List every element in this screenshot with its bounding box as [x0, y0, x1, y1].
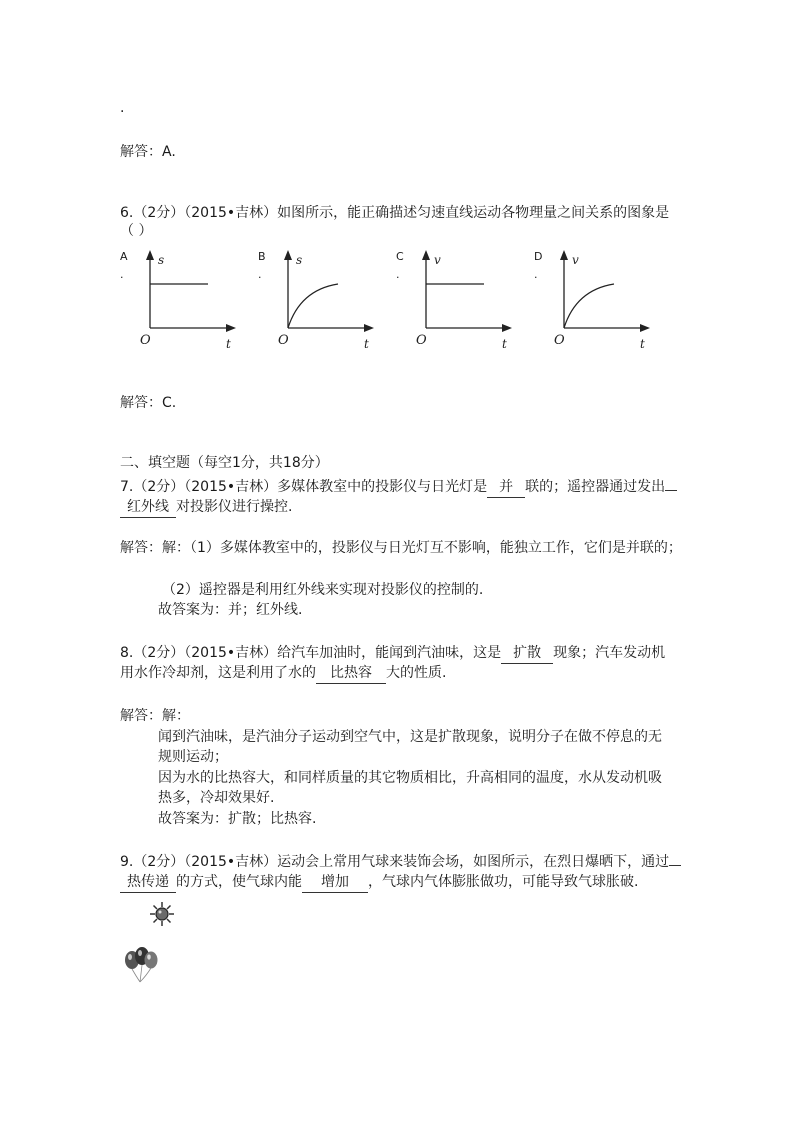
- q7-text-b: 联的；遥控器通过发出: [525, 479, 666, 495]
- q7-line2: [120, 497, 292, 518]
- stray-dot: .: [120, 100, 125, 116]
- x-axis-label: t: [364, 337, 369, 351]
- option-d-letter: D: [534, 250, 543, 263]
- q6-stem-line2: （ ）: [120, 223, 153, 239]
- option-c-letter: C: [396, 250, 404, 263]
- q8-answer-line1: 解答：解：: [120, 708, 190, 724]
- q9-line1: [120, 852, 681, 872]
- x-axis-arrow: [364, 324, 374, 332]
- q7-blank-2-start: [665, 490, 677, 491]
- q8-text-a: 8.（2分）（2015•吉林）给汽车加油时，能闻到汽油味，这是: [120, 645, 502, 661]
- q7-blank-1: 并: [487, 477, 525, 498]
- q8-answer-line6: 故答案为：扩散；比热容.: [158, 811, 317, 827]
- q7-line1: [120, 477, 677, 498]
- q7-text-a: 7.（2分）（2015•吉林）多媒体教室中的投影仪与日光灯是: [120, 479, 488, 495]
- q8-line2: [120, 663, 446, 684]
- q9-text-c: ，气球内气体膨胀做功，可能导致气球胀破.: [368, 874, 639, 890]
- section-heading: 二、填空题（每空1分，共18分）: [120, 455, 329, 471]
- q8-text-d: 大的性质.: [386, 665, 447, 681]
- y-axis-label: s: [296, 253, 303, 267]
- graph-curve: [288, 284, 338, 328]
- q9-blank-1: 热传递: [120, 872, 176, 893]
- balloon-figure: [118, 900, 198, 990]
- q8-answer-line2: 闻到汽油味，是汽油分子运动到空气中，这是扩散现象，说明分子在做不停息的无: [158, 729, 662, 745]
- x-axis-label: t: [502, 337, 507, 351]
- graph-curve: [564, 284, 614, 328]
- option-c-graph: [414, 246, 534, 356]
- y-axis-label: v: [434, 253, 441, 267]
- y-axis-label: v: [572, 253, 579, 267]
- y-axis-arrow: [560, 250, 568, 260]
- option-c-dot: .: [396, 268, 400, 281]
- q8-text-c: 用水作冷却剂，这是利用了水的: [120, 665, 316, 681]
- q7-answer-line1: 解答：解：（1）多媒体教室中的，投影仪与日光灯互不影响，能独立工作，它们是并联的；: [120, 540, 682, 556]
- q7-blank-2: 红外线: [120, 497, 176, 518]
- q6-answer: 解答：C.: [120, 395, 177, 411]
- origin-label: O: [554, 333, 565, 348]
- q9-blank-2: 增加: [302, 872, 368, 893]
- x-axis-label: t: [226, 337, 231, 351]
- q8-text-b: 现象；汽车发动机: [553, 645, 666, 661]
- x-axis-arrow: [226, 324, 236, 332]
- x-axis-arrow: [502, 324, 512, 332]
- option-a-graph: [138, 246, 258, 356]
- x-axis-label: t: [640, 337, 645, 351]
- q8-line1: [120, 643, 665, 664]
- q8-blank-1: 扩散: [501, 643, 553, 664]
- option-a-letter: A: [120, 250, 128, 263]
- y-axis-arrow: [146, 250, 154, 260]
- y-axis-arrow: [284, 250, 292, 260]
- q9-text-a: 9.（2分）（2015•吉林）运动会上常用气球来装饰会场，如图所示，在烈日爆晒下，通过: [120, 854, 670, 870]
- y-axis-arrow: [422, 250, 430, 260]
- option-a-dot: .: [120, 268, 124, 281]
- balloon-icon: [118, 900, 198, 990]
- q7-answer-line3: 故答案为：并；红外线.: [158, 602, 303, 618]
- origin-label: O: [278, 333, 289, 348]
- origin-label: O: [140, 333, 151, 348]
- x-axis-arrow: [640, 324, 650, 332]
- origin-label: O: [416, 333, 427, 348]
- q5-answer: 解答：A.: [120, 144, 176, 160]
- option-b-graph: [276, 246, 396, 356]
- option-b-dot: .: [258, 268, 262, 281]
- q9-text-b: 的方式，使气球内能: [176, 874, 302, 890]
- q8-answer-line5: 热多，冷却效果好.: [158, 790, 275, 806]
- q8-answer-line3: 规则运动；: [158, 749, 228, 765]
- option-d-graph: [552, 246, 672, 356]
- q9-line2: [120, 872, 638, 893]
- q8-blank-2: 比热容: [316, 663, 386, 684]
- q8-answer-line4: 因为水的比热容大，和同样质量的其它物质相比，升高相同的温度，水从发动机吸: [158, 770, 662, 786]
- option-b-letter: B: [258, 250, 266, 263]
- q7-answer-line2: （2）遥控器是利用红外线来实现对投影仪的控制的.: [162, 582, 484, 598]
- q6-stem-line1: 6.（2分）（2015•吉林）如图所示，能正确描述匀速直线运动各物理量之间关系的图象是: [120, 205, 670, 221]
- y-axis-label: s: [158, 253, 165, 267]
- option-d-dot: .: [534, 268, 538, 281]
- q9-blank-1-start: [669, 865, 681, 866]
- q7-text-c: 对投影仪进行操控.: [176, 499, 293, 515]
